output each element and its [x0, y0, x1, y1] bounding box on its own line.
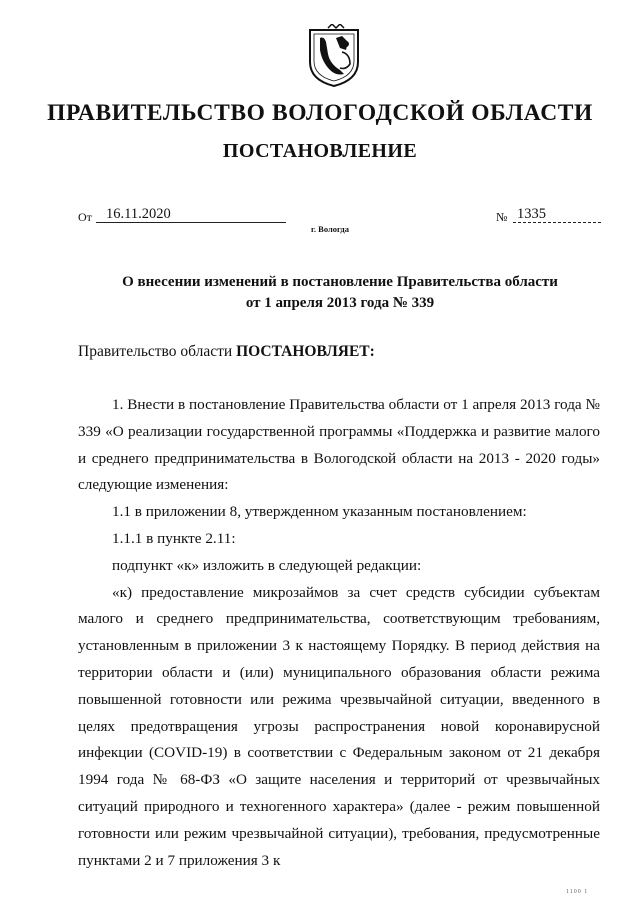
document-type: ПОСТАНОВЛЕНИЕ — [222, 140, 418, 162]
number-prefix: № — [496, 210, 508, 224]
government-title: ПРАВИТЕЛЬСТВО ВОЛОГОДСКОЙ ОБЛАСТИ — [47, 100, 593, 126]
document-date: 16.11.2020 — [96, 206, 286, 223]
document-subject — [60, 272, 620, 314]
paragraph: «к) предоставление микрозаймов за счет средств субсидии субъектам малого и среднего предпринимательства, соответствующим требованиям, установленным в приложении 3 к настоящему Порядку. В период действия на территории области и (или) муниципального образования области режима повышенной готовности или режима чрезвычайной ситуации, введенного в целях предотвращения угрозы распространения новой коронавирусной инфекции (COVID-19) в соответствии с Федеральным законом от 21 декабря 1994 года № 68-ФЗ «О защите населения и территорий от чрезвычайных ситуаций природного и техногенного характера» (далее - режим повышенной готовности или режим чрезвычайной ситуации), требования, предусмотренные пунктами 2 и 7 приложения 3 к — [78, 583, 600, 869]
document-body — [78, 392, 600, 874]
decree-verb: ПОСТАНОВЛЯЕТ: — [236, 343, 375, 360]
paragraph: 1.1 в приложении 8, утвержденном указанным постановлением: — [112, 503, 527, 521]
city-name: г. Вологда — [311, 224, 349, 234]
date-prefix: От — [78, 210, 92, 224]
subject-line: О внесении изменений в постановление Правительства области — [122, 274, 558, 290]
subject-line: от 1 апреля 2013 года № 339 — [245, 295, 435, 311]
document-number: 1335 — [513, 206, 601, 223]
decree-statement — [78, 343, 375, 361]
footer-mark: 1100 1 — [566, 889, 589, 895]
decree-lead: Правительство области — [78, 343, 233, 360]
paragraph: 1. Внести в постановление Правительства области от 1 апреля 2013 года № 339 «О реализации государственной программы «Поддержка и развитие малого и среднего предпринимательства в Вологодской области на 2013 - 2020 годы» следующие изменения: — [78, 396, 600, 494]
coat-of-arms-icon — [306, 24, 362, 88]
paragraph: подпункт «к» изложить в следующей редакции: — [112, 556, 422, 574]
paragraph: 1.1.1 в пункте 2.11: — [112, 529, 236, 547]
